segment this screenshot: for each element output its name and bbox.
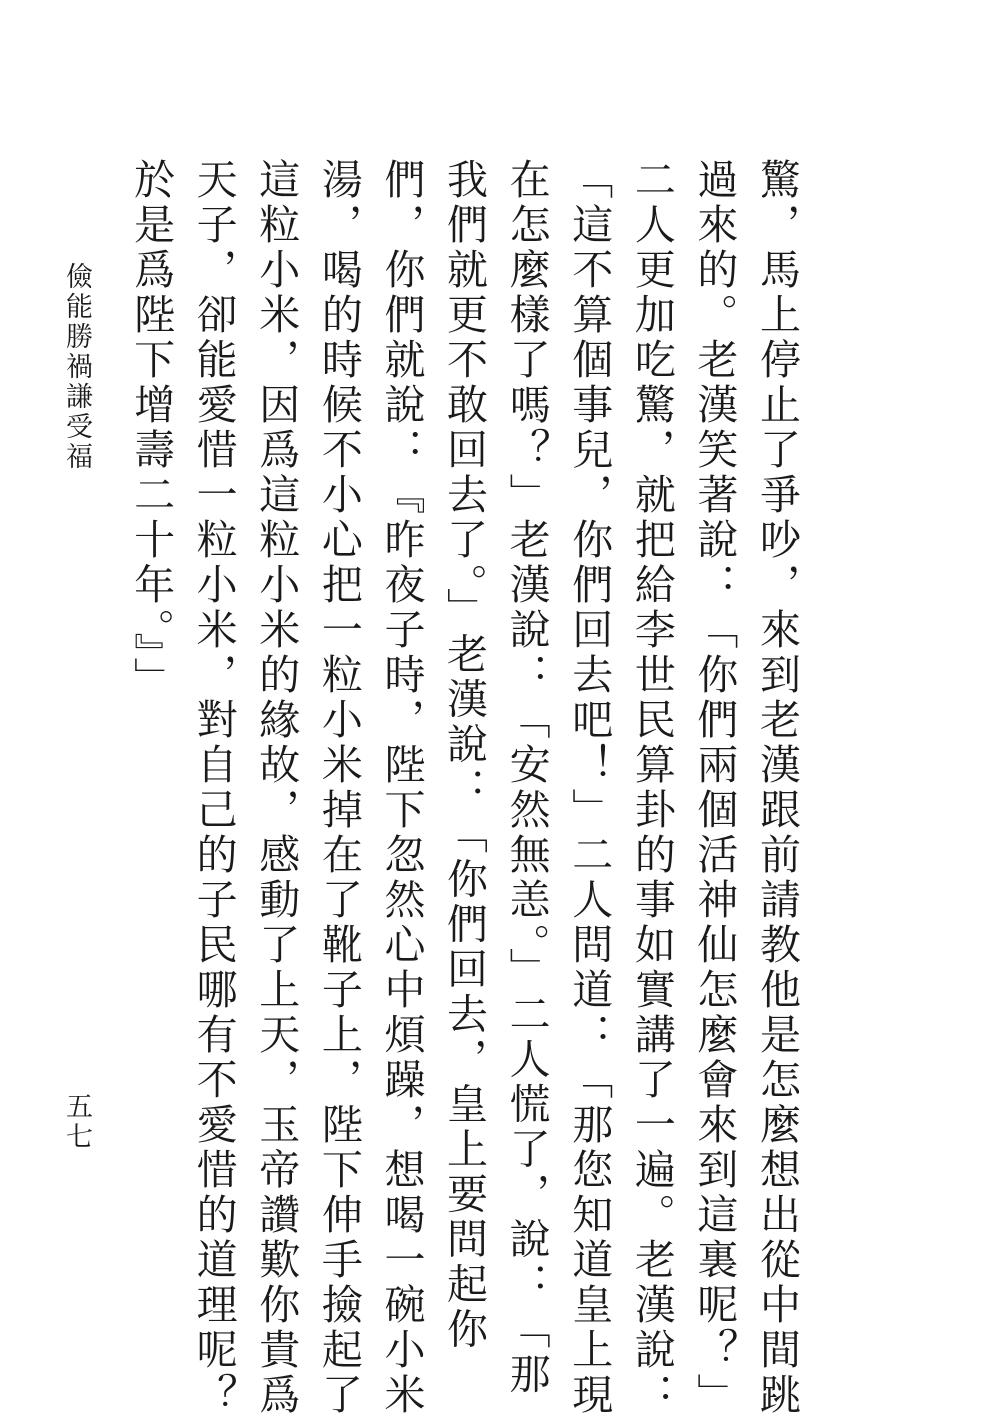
text-column: 在怎麼樣了嗎？」老漢說：「安然無恙。」二人慌了，說：「那 bbox=[502, 158, 551, 1398]
text-column: 天子，卻能愛惜一粒小米，對自己的子民哪有不愛惜的道理呢？ bbox=[189, 158, 238, 1418]
text-column: 湯，喝的時候不小心把一粒小米掉在了靴子上，陛下伸手撿起了 bbox=[314, 158, 363, 1418]
text-column: 我們就更不敢回去了。」老漢說：「你們回去，皇上要問起你 bbox=[440, 158, 489, 1353]
running-head: 儉能勝禍謙受福 bbox=[61, 262, 92, 472]
page-number: 五七 bbox=[61, 1092, 92, 1152]
text-column: 過來的。老漢笑著說：「你們兩個活神仙怎麼會來到這裏呢？」 bbox=[690, 158, 739, 1418]
text-column: 驚，馬上停止了爭吵，來到老漢跟前請教他是怎麼想出從中間跳 bbox=[753, 158, 801, 1418]
text-column: 於是爲陛下增壽二十年。』」 bbox=[127, 158, 176, 702]
text-column: 「這不算個事兒，你們回去吧！」二人問道：「那您知道皇上現 bbox=[565, 158, 614, 1418]
text-column: 這粒小米，因爲這粒小米的緣故，感動了上天，玉帝讚歎你貴爲 bbox=[252, 158, 301, 1418]
text-column: 們，你們就說：『昨夜子時，陛下忽然心中煩躁，想喝一碗小米 bbox=[377, 158, 426, 1418]
main-text-block bbox=[119, 158, 808, 1418]
text-column: 二人更加吃驚，就把給李世民算卦的事如實講了一遍。老漢說： bbox=[627, 158, 676, 1418]
